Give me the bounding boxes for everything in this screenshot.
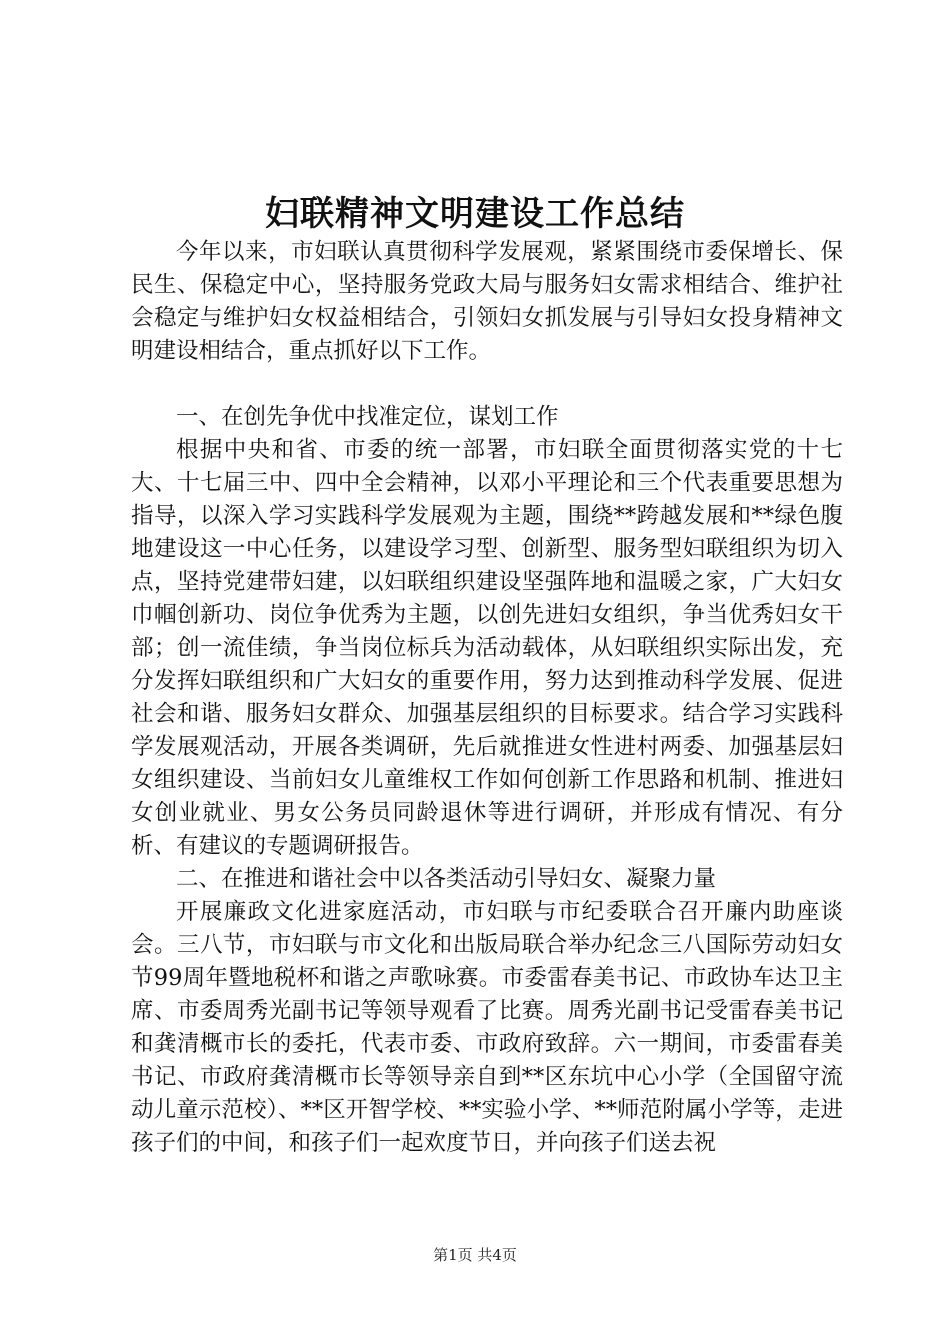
intro-paragraph: 今年以来，市妇联认真贯彻科学发展观，紧紧围绕市委保增长、保民生、保稳定中心，坚持服务党政大局与服务妇女需求相结合、维护社会稳定与维护妇女权益相结合，引领妇女抓发展与引导妇女投身精神文明建设相结合，重点抓好以下工作。 <box>131 239 843 364</box>
section-heading-1: 一、在创先争优中找准定位，谋划工作 <box>176 404 559 430</box>
body-paragraph: 根据中央和省、市委的统一部署，市妇联全面贯彻落实党的十七大、十七届三中、四中全会精神，以邓小平理论和三个代表重要思想为指导，以深入学习实践科学发展观为主题，围绕**跨越发展和**绿色腹地建设这一中心任务，以建设学习型、创新型、服务型妇联组织为切入点，坚持党建带妇建，以妇联组织建设坚强阵地和温暖之家，广大妇女巾帼创新功、岗位争优秀为主题，以创先进妇女组织，争当优秀妇女干部；创一流佳绩，争当岗位标兵为活动载体，从妇联组织实际出发，充分发挥妇联组织和广大妇女的重要作用，努力达到推动科学发展、促进社会和谐、服务妇女群众、加强基层组织的目标要求。结合学习实践科学发展观活动，开展各类调研，先后就推进女性进村两委、加强基层妇女组织建设、当前妇女儿童维权工作如何创新工作思路和机制、推进妇女创业就业、男女公务员同龄退休等进行调研，并形成有情况、有分析、有建议的专题调研报告。 <box>131 437 843 859</box>
section-heading-2: 二、在推进和谐社会中以各类活动引导妇女、凝聚力量 <box>176 866 717 892</box>
page-footer: 第1页 共4页 <box>433 1246 517 1264</box>
document-body <box>131 236 843 1160</box>
document-title: 妇联精神文明建设工作总结 <box>265 194 685 234</box>
body-paragraph: 开展廉政文化进家庭活动，市妇联与市纪委联合召开廉内助座谈会。三八节，市妇联与市文化和出版局联合举办纪念三八国际劳动妇女节99周年暨地税杯和谐之声歌咏赛。市委雷春美书记、市政协车达卫主席、市委周秀光副书记等领导观看了比赛。周秀光副书记受雷春美书记和龚清概市长的委托，代表市委、市政府致辞。六一期间，市委雷春美书记、市政府龚清概市长等领导亲自到**区东坑中心小学（全国留守流动儿童示范校）、**区开智学校、**实验小学、**师范附属小学等，走进孩子们的中间，和孩子们一起欢度节日，并向孩子们送去祝 <box>131 899 843 1156</box>
